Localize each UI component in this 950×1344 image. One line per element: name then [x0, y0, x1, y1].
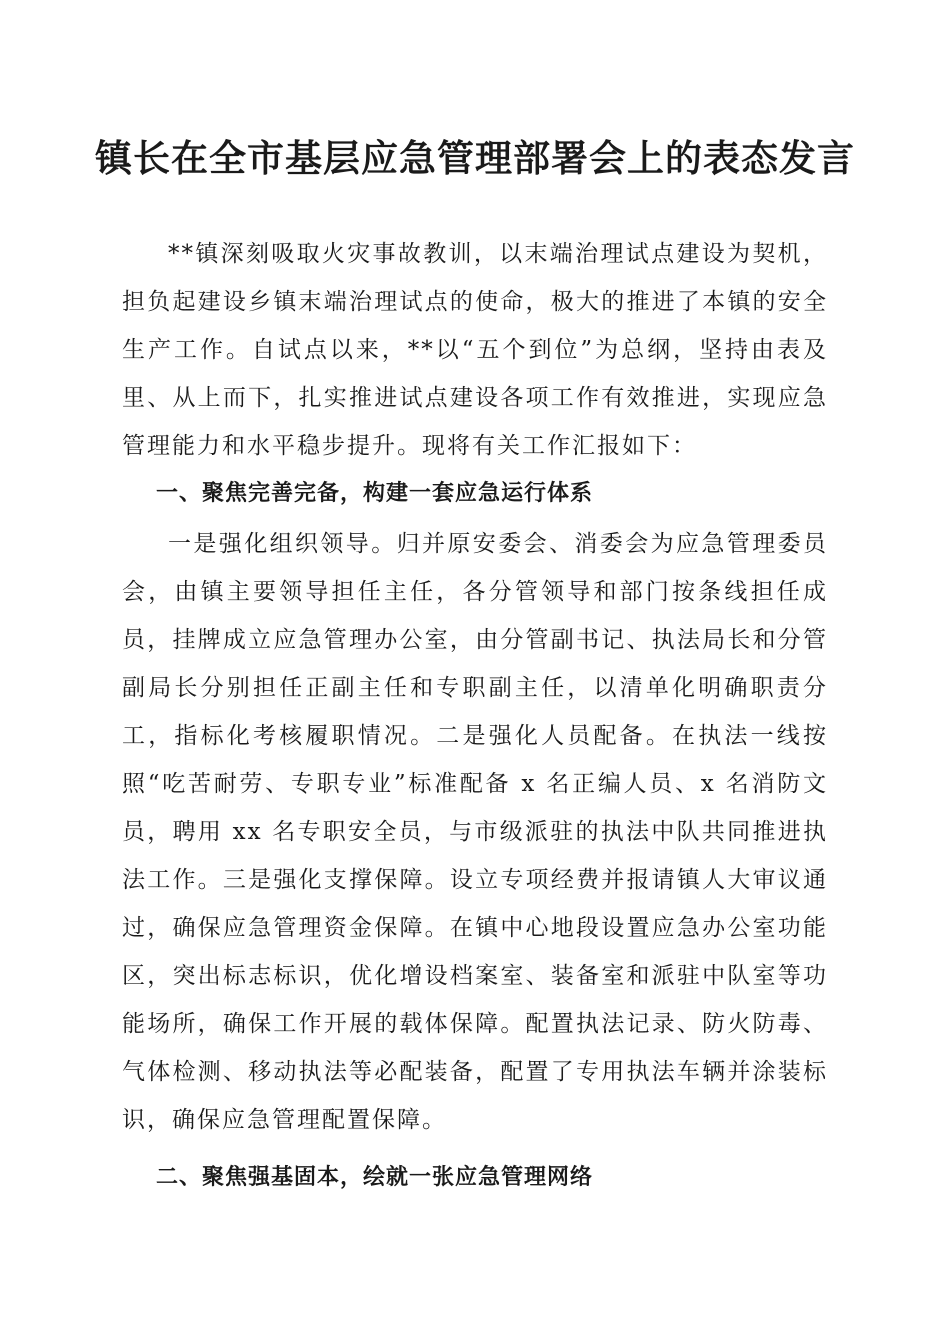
section-heading-1: 一、聚焦完善完备，构建一套应急运行体系 [156, 481, 594, 506]
section-heading-2: 二、聚焦强基固本，绘就一张应急管理网络 [156, 1165, 594, 1190]
intro-paragraph: **镇深刻吸取火灾事故教训，以末端治理试点建设为契机，担负起建设乡镇末端治理试点的使命，极大的推进了本镇的安全生产工作。自试点以来，**以“五个到位”为总纲，坚持由表及里、从上而下，扎实推进试点建设各项工作有效推进，实现应急管理能力和水平稳步提升。现将有关工作汇报如下： [122, 241, 828, 459]
document-body [122, 230, 828, 1202]
section-1-paragraph: 一是强化组织领导。归并原安委会、消委会为应急管理委员会，由镇主要领导担任主任，各分管领导和部门按条线担任成员，挂牌成立应急管理办公室，由分管副书记、执法局长和分管副局长分别担任正副主任和专职副主任，以清单化明确职责分工，指标化考核履职情况。二是强化人员配备。在执法一线按照“吃苦耐劳、专职专业”标准配备 x 名正编人员、x 名消防文员，聘用 xx 名专职安全员，与市级派驻的执法中队共同推进执法工作。三是强化支撑保障。设立专项经费并报请镇人大审议通过，确保应急管理资金保障。在镇中心地段设置应急办公室功能区，突出标志标识，优化增设档案室、装备室和派驻中队室等功能场所，确保工作开展的载体保障。配置执法记录、防火防毒、气体检测、移动执法等必配装备，配置了专用执法车辆并涂装标识，确保应急管理配置保障。 [122, 531, 828, 1133]
document-title: 镇长在全市基层应急管理部署会上的表态发言 [95, 136, 855, 180]
